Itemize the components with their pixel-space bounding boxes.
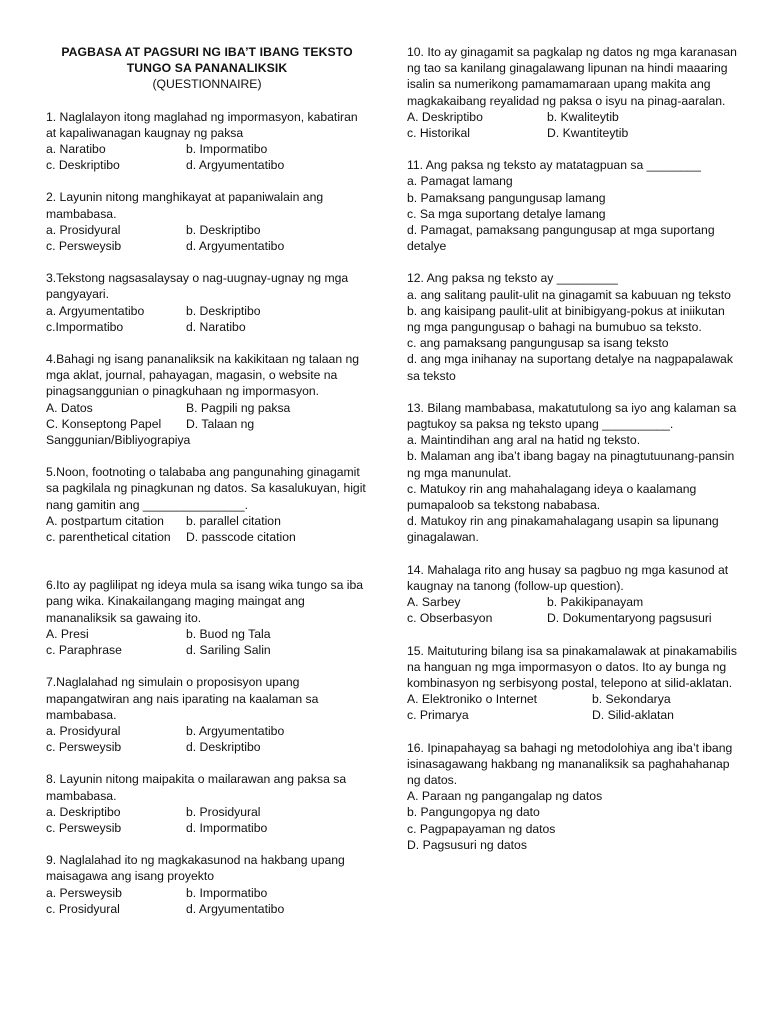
- option-a: A. postpartum citation: [46, 513, 164, 528]
- question-6: [46, 577, 368, 658]
- option-b: b. parallel citation: [186, 513, 281, 528]
- option-d: D. passcode citation: [186, 530, 296, 545]
- question-2: [46, 189, 368, 254]
- option-d: D. Dokumentaryong pagsusuri: [547, 611, 712, 626]
- option-a: a. Deskriptibo: [46, 804, 121, 819]
- option-d: d. Matukoy rin ang pinakamahalagang usapin sa lipunang ginagalawan.: [407, 514, 719, 545]
- option-a: A. Sarbey: [407, 595, 461, 610]
- option-d: d. Naratibo: [186, 319, 246, 334]
- option-c: c. Paraphrase: [46, 643, 122, 658]
- option-b: b. Impormatibo: [186, 142, 268, 157]
- option-c: c. Sa mga suportang detalye lamang: [407, 206, 606, 221]
- option-b: b. Buod ng Tala: [186, 626, 271, 641]
- question-10: [407, 44, 737, 141]
- option-c: c. ang pamaksang pangungusap sa isang teksto: [407, 336, 669, 351]
- option-b: b. Pangungopya ng dato: [407, 805, 540, 820]
- option-b: b. Pakikipanayam: [547, 595, 644, 610]
- question-14: [407, 562, 737, 627]
- question-stem: 14. Mahalaga rito ang husay sa pagbuo ng mga kasunod at kaugnay na tanong (follow-up question).: [407, 562, 729, 593]
- option-a: A. Elektroniko o Internet: [407, 692, 538, 707]
- option-d: d. ang mga inihanay na suportang detalye na nagpapalawak sa teksto: [407, 352, 733, 383]
- question-stem: 7.Naglalahad ng simulain o proposisyon upang mapangatwiran ang nais iparating na kaalaman sa mambabasa.: [46, 675, 319, 722]
- question-stem: 1. Naglalayon itong maglahad ng impormasyon, kabatiran at kapaliwanagan kaugnay ng paksa: [46, 109, 358, 140]
- option-a: a. Naratibo: [46, 142, 106, 157]
- option-c: c. Historikal: [407, 126, 470, 141]
- question-16: [407, 740, 737, 853]
- option-b: b. Sekondarya: [592, 692, 671, 707]
- option-b: b. ang kaisipang paulit-ulit at binibigyang-pokus at iniikutan ng mga pangungusap o bahagi na bumubuo sa teksto.: [407, 303, 725, 335]
- question-stem: 13. Bilang mambabasa, makatutulong sa iyo ang kalaman sa pagtukoy sa paksa ng teksto upang __________.: [407, 400, 737, 432]
- question-stem: 2. Layunin nitong manghikayat at papaniwalain ang mambabasa.: [46, 190, 324, 221]
- question-stem: 9. Naglalahad ito ng magkakasunod na hakbang upang maisagawa ang isang proyekto: [46, 853, 345, 884]
- option-a: a. ang salitang paulit-ulit na ginagamit sa kabuuan ng teksto: [407, 287, 731, 302]
- option-c: c. Prosidyural: [46, 901, 120, 916]
- question-stem: 10. Ito ay ginagamit sa pagkalap ng datos ng mga karanasan ng tao sa kanilang ginagalawang lipunan na hindi maaaring isalin sa numerikong pamamamaraan upang makita ang magkakaibang reyalidad ng paksa o isyu na pinag-aaralan.: [407, 45, 737, 108]
- option-c: c.Impormatibo: [46, 319, 124, 334]
- option-b: b. Argyumentatibo: [186, 723, 285, 738]
- option-a: A. Presi: [46, 626, 89, 641]
- question-13: [407, 400, 737, 546]
- question-stem: 5.Noon, footnoting o talababa ang pangunahing ginagamit sa pagkilala ng pinagkunan ng datos. Sa kasalukuyan, higit nang gamitin ang _______________.: [46, 465, 366, 512]
- option-c: c. Primarya: [407, 708, 469, 723]
- option-d: d. Argyumentatibo: [186, 158, 285, 173]
- option-d: D. Silid-aklatan: [592, 708, 674, 723]
- question-7: [46, 674, 368, 755]
- option-c: c. Persweysib: [46, 239, 122, 254]
- option-d: D. Talaan ng: [186, 416, 255, 431]
- option-d: D. Pagsusuri ng datos: [407, 837, 527, 852]
- option-c: c. Matukoy rin ang mahahalagang ideya o kaalamang pumapaloob sa tekstong nababasa.: [407, 481, 697, 513]
- question-15: [407, 643, 737, 724]
- question-4: [46, 351, 368, 448]
- option-b: b. Deskriptibo: [186, 222, 261, 237]
- left-column: [46, 44, 368, 933]
- question-stem: 8. Layunin nitong maipakita o mailarawan ang paksa sa mambabasa.: [46, 772, 347, 803]
- option-a: A. Deskriptibo: [407, 109, 483, 124]
- option-b: b. Deskriptibo: [186, 303, 261, 318]
- option-c: c. parenthetical citation: [46, 530, 171, 545]
- option-b: B. Pagpili ng paksa: [186, 400, 291, 415]
- option-c: c. Persweysib: [46, 740, 122, 755]
- option-a: A. Datos: [46, 400, 93, 415]
- option-d: d. Impormatibo: [186, 820, 268, 835]
- option-d: D. Kwantiteytib: [547, 126, 629, 141]
- option-a: a. Pamagat lamang: [407, 174, 513, 189]
- document-title: [46, 44, 368, 76]
- right-column: [407, 44, 737, 869]
- option-b: b. Impormatibo: [186, 885, 268, 900]
- question-stem: 3.Tekstong nagsasalaysay o nag-uugnay-ugnay ng mga pangyayari.: [46, 271, 349, 302]
- question-stem: 6.Ito ay paglilipat ng ideya mula sa isang wika tungo sa iba pang wika. Kinakailangang maging maingat ang mananaliksik sa gawaing ito.: [46, 578, 364, 625]
- option-c: C. Konseptong Papel: [46, 416, 162, 431]
- question-stem: 11. Ang paksa ng teksto ay matatagpuan sa ________: [407, 158, 701, 173]
- option-d: d. Argyumentatibo: [186, 239, 285, 254]
- option-c: c. Obserbasyon: [407, 611, 493, 626]
- title-line-1: PAGBASA AT PAGSURI NG IBA’T IBANG TEKSTO: [61, 45, 353, 59]
- question-1: [46, 109, 368, 174]
- option-b: b. Kwaliteytib: [547, 109, 619, 124]
- title-line-2: TUNGO SA PANANALIKSIK: [126, 61, 288, 76]
- option-c: c. Pagpapayaman ng datos: [407, 821, 556, 836]
- question-stem: 4.Bahagi ng isang pananaliksik na kakikitaan ng talaan ng mga aklat, journal, pahayagan, magasin, o website na pinagsanggunian o pinagkuhaan ng impormasyon.: [46, 352, 360, 399]
- document-subtitle: (QUESTIONNAIRE): [152, 77, 262, 92]
- question-11: [407, 157, 737, 254]
- question-8: [46, 771, 368, 836]
- option-c: c. Deskriptibo: [46, 158, 120, 173]
- option-a: A. Paraan ng pangangalap ng datos: [407, 789, 603, 804]
- option-b: b. Malaman ang iba’t ibang bagay na pinagtutuunang-pansin ng mga manunulat.: [407, 449, 735, 480]
- option-a: a. Maintindihan ang aral na hatid ng teksto.: [407, 433, 641, 448]
- question-9: [46, 852, 368, 917]
- option-a: a. Prosidyural: [46, 723, 121, 738]
- option-a: a. Prosidyural: [46, 222, 121, 237]
- question-5: [46, 464, 368, 545]
- option-d-continued: Sanggunian/Bibliyograpiya: [46, 433, 191, 448]
- option-d: d. Deskriptibo: [186, 740, 261, 755]
- option-d: d. Argyumentatibo: [186, 901, 285, 916]
- question-stem: 16. Ipinapahayag sa bahagi ng metodolohiya ang iba’t ibang isinasagawang hakbang ng mananaliksik sa paghahahanap ng datos.: [407, 740, 733, 787]
- question-stem: 15. Maituturing bilang isa sa pinakamalawak at pinakamabilis na hanguan ng mga impormasyon o datos. Ito ay bunga ng kombinasyon ng serbisyong postal, telepono at silid-aklatan.: [407, 643, 737, 690]
- option-b: b. Pamaksang pangungusap lamang: [407, 190, 606, 205]
- question-12: [407, 270, 737, 383]
- question-3: [46, 270, 368, 335]
- option-c: c. Persweysib: [46, 820, 122, 835]
- option-a: a. Argyumentatibo: [46, 303, 145, 318]
- option-b: b. Prosidyural: [186, 804, 261, 819]
- question-stem: 12. Ang paksa ng teksto ay _________: [407, 271, 618, 286]
- option-a: a. Persweysib: [46, 885, 122, 900]
- option-d: d. Sariling Salin: [186, 643, 271, 658]
- option-d: d. Pamagat, pamaksang pangungusap at mga suportang detalye: [407, 223, 715, 254]
